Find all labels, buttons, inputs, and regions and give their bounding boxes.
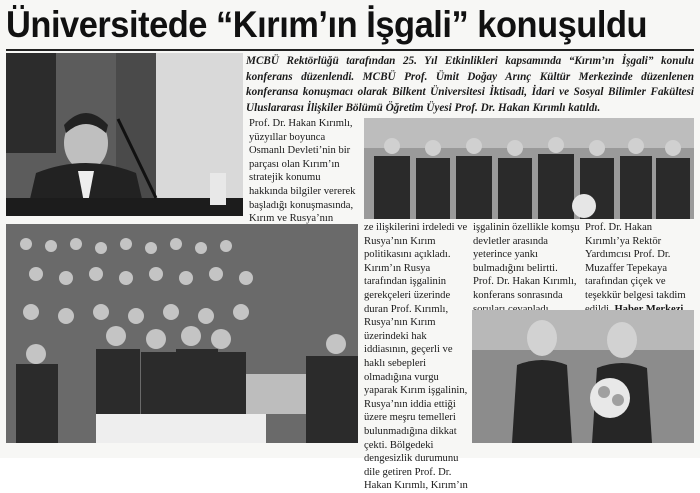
audience-photo-drawing — [6, 224, 358, 443]
article-column-2: ze ilişkilerini irdeledi ve Rusya’nın Kırım politikasını açıkladı. Kırım’ın Rusya tarafından işgalinin gerekçeleri üzerinde duran Prof. Kırımlı, Rusya’nın Kırım üzerindeki hak iddiasının, geçerli ve haklı sebepleri olmadığına vurgu yaparak Kırım işgalinin, Rusya’nın iddia ettiği üzere meşru temelleri bulunmadığına dikkat çekti. Bölgedeki dengesizlik durumunu dile getiren Prof. Dr. Hakan Kırımlı, Kırım’ın — [364, 222, 468, 492]
article-column-3: işgalinin özellikle komşu devletler arasında yeterince yankı bulmadığını belirtti. Prof. Dr. Hakan Kırımlı, konferans sonrasında — [473, 222, 580, 301]
speaker-photo — [6, 53, 243, 216]
speaker-photo-drawing — [6, 53, 243, 216]
group-photo-drawing — [364, 118, 694, 219]
award-photo — [472, 310, 694, 443]
lead-paragraph: MCBÜ Rektörlüğü tarafından 25. Yıl Etkinlikleri kapsamında “Kırım’ın İşgali” konulu konferans düzenlendi. MCBÜ Prof. Ümit Doğay Arınç Kültür Merkezinde düzenlenen konferansa konuşmacı olarak Bilkent Üniversitesi İktisadi, İdari ve Sosyal Bilimler Fakültesi Uluslararası İlişkiler Bölümü Öğretim Üyesi Prof. Dr. Hakan Kırımlı katıldı. — [246, 55, 694, 114]
award-photo-drawing — [472, 310, 694, 443]
audience-photo — [6, 224, 358, 443]
headline-rule — [6, 49, 694, 51]
article-column-1: Prof. Dr. Hakan Kırımlı, yüzyıllar boyunca Osmanlı Devleti’nin bir parçası olan Kırım’ın stratejik konumu hakkında bilgiler vererek başladığı konuşmasında, Kırım ve Rusya’nın — [249, 118, 356, 225]
article-column-4-text: Prof. Dr. Hakan Kırımlı’ya Rektör Yardımcısı Prof. Dr. Muzaffer Tepekaya tarafından çiçek ve teşekkür belgesi takdim — [585, 222, 686, 301]
group-photo — [364, 118, 694, 219]
headline: Üniversitede “Kırım’ın İşgali” konuşuldu — [6, 4, 648, 45]
